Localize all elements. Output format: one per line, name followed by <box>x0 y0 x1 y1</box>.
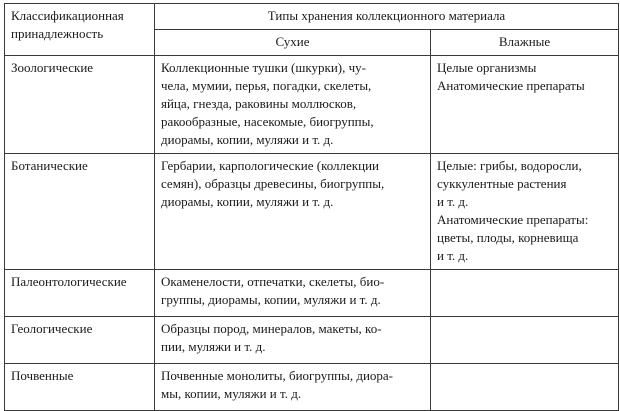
wet-line: цветы, плоды, корневища <box>437 230 579 245</box>
dry-line: Почвенные монолиты, биогруппы, диора- <box>161 368 394 383</box>
row-category: Геологические <box>5 317 155 364</box>
header-storage-types: Типы хранения коллекционного материала <box>155 4 619 30</box>
header-row-1 <box>5 4 619 30</box>
header-classification <box>5 4 155 56</box>
table-row <box>5 317 619 364</box>
dry-line: диорамы, копии, муляжи и т. д. <box>161 194 334 209</box>
row-wet-cell <box>431 270 619 317</box>
row-category: Палеонтологические <box>5 270 155 317</box>
wet-line: и т. д. <box>437 194 469 209</box>
dry-line: группы, диорамы, копии, муляжи и т. д. <box>161 292 381 307</box>
header-classification-line-2: принадлежность <box>11 26 104 41</box>
wet-line: Целые: грибы, водоросли, <box>437 158 582 173</box>
dry-line: Коллекционные тушки (шкурки), чу- <box>161 60 366 75</box>
row-category: Зоологические <box>5 56 155 154</box>
row-dry-cell <box>155 270 431 317</box>
wet-line: и т. д. <box>437 248 469 263</box>
wet-line: Анатомические препараты: <box>437 212 589 227</box>
dry-line: ракообразные, насекомые, биогруппы, <box>161 114 374 129</box>
row-category: Почвенные <box>5 364 155 411</box>
table-row <box>5 56 619 154</box>
row-dry-cell <box>155 154 431 270</box>
wet-line: Анатомические препараты <box>437 78 585 93</box>
header-dry: Сухие <box>155 30 431 56</box>
row-category: Ботанические <box>5 154 155 270</box>
row-wet-cell <box>431 154 619 270</box>
dry-line: семян), образцы древесины, биогруппы, <box>161 176 385 191</box>
dry-line: яйца, гнезда, раковины моллюсков, <box>161 96 357 111</box>
row-wet-cell <box>431 317 619 364</box>
header-classification-line-1: Классификационная <box>11 8 124 23</box>
table-row <box>5 270 619 317</box>
row-wet-cell <box>431 56 619 154</box>
dry-line: Образцы пород, минералов, макеты, ко- <box>161 321 382 336</box>
header-wet: Влажные <box>431 30 619 56</box>
row-dry-cell <box>155 364 431 411</box>
dry-line: диорамы, копии, муляжи и т. д. <box>161 132 334 147</box>
row-dry-cell <box>155 317 431 364</box>
row-wet-cell <box>431 364 619 411</box>
table-row <box>5 364 619 411</box>
row-dry-cell <box>155 56 431 154</box>
dry-line: Окаменелости, отпечатки, скелеты, био- <box>161 274 385 289</box>
storage-types-table <box>4 3 619 411</box>
wet-line: суккулентные растения <box>437 176 567 191</box>
wet-line: Целые организмы <box>437 60 537 75</box>
dry-line: мы, копии, муляжи и т. д. <box>161 386 302 401</box>
dry-line: Гербарии, карпологические (коллекции <box>161 158 379 173</box>
table-row <box>5 154 619 270</box>
dry-line: чела, мумии, перья, погадки, скелеты, <box>161 78 372 93</box>
dry-line: пии, муляжи и т. д. <box>161 339 266 354</box>
